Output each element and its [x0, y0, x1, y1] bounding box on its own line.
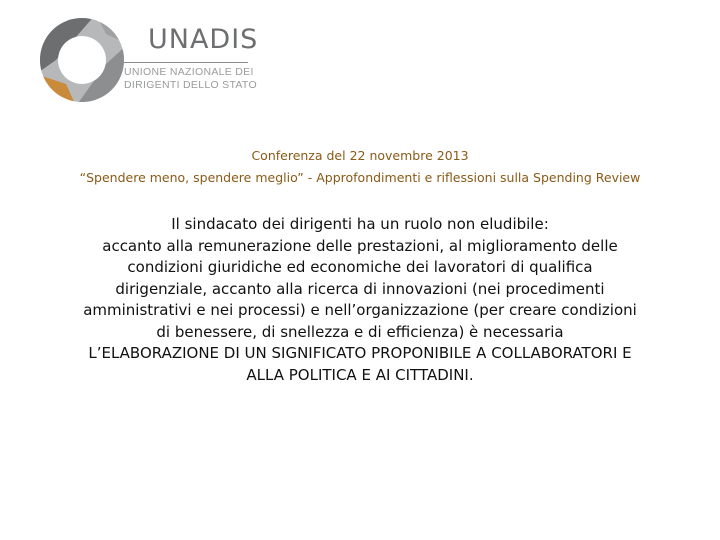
body-line-5: amministrativi e nei processi) e nell’organizzazione (per creare condizioni: [83, 301, 637, 319]
logo-subtitle-line-1: UNIONE NAZIONALE DEI: [124, 66, 254, 78]
body-paragraph: [40, 214, 680, 386]
unadis-logo-icon: [36, 14, 128, 106]
conference-title: “Spendere meno, spendere meglio” - Approfondimenti e riflessioni sulla Spending Review: [79, 170, 641, 185]
body-line-6: di benessere, di snellezza e di efficienza) è necessaria: [156, 322, 564, 341]
logo-subtitle: [124, 66, 257, 92]
body-line-2: accanto alla remunerazione delle prestazioni, al miglioramento delle: [102, 236, 618, 255]
logo-subtitle-line-2: DIRIGENTI DELLO STATO: [124, 79, 257, 91]
body-line-7: L’ELABORAZIONE DI UN SIGNIFICATO PROPONIBILE A COLLABORATORI E: [88, 344, 632, 362]
body-line-3: condizioni giuridiche ed economiche dei lavoratori di qualifica: [127, 258, 593, 276]
logo-divider: [124, 62, 248, 63]
conference-date: Conferenza del 22 novembre 2013: [251, 148, 469, 163]
body-line-4: dirigenziale, accanto alla ricerca di innovazioni (nei procedimenti: [115, 279, 605, 298]
body-line-1: Il sindacato dei dirigenti ha un ruolo non eludibile:: [171, 215, 549, 233]
logo-name: UNADIS: [148, 24, 259, 55]
body-line-8: ALLA POLITICA E AI CITTADINI.: [246, 365, 474, 384]
conference-heading: [0, 145, 720, 189]
